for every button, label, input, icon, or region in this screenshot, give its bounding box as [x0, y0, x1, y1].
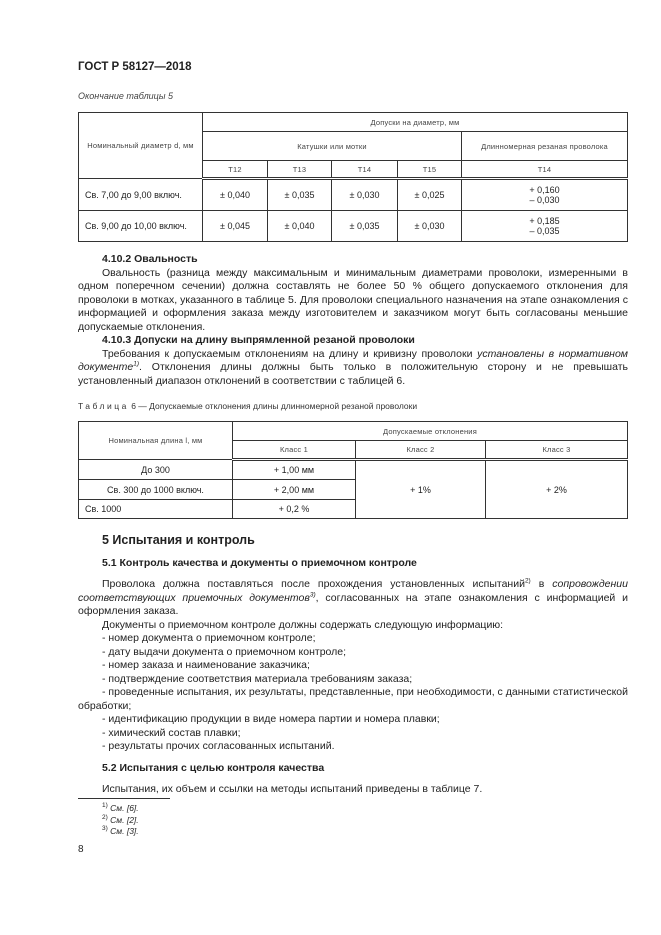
- cell: ± 0,035: [332, 211, 398, 242]
- list-item: - идентификацию продукции в виде номера партии и номера плавки;: [102, 713, 440, 725]
- table-5: [78, 112, 628, 242]
- footnote-ref[interactable]: 3): [309, 591, 316, 598]
- text: в: [530, 578, 553, 590]
- footnote-divider: [78, 798, 170, 799]
- heading-4-10-2: 4.10.2 Овальность: [102, 253, 198, 265]
- cell: ± 0,025: [398, 179, 462, 211]
- italic-text: сопровождении соответствующих приемочных документов: [78, 578, 628, 604]
- list-item: - номер заказа и наименование заказчика;: [102, 659, 310, 671]
- row-label: Св. 9,00 до 10,00 включ.: [79, 211, 203, 242]
- footnote: [102, 826, 139, 836]
- footnote-text: См. [3].: [110, 826, 139, 836]
- cell: ± 0,040: [268, 211, 332, 242]
- italic-text: установлены в нормативном документе: [78, 347, 629, 373]
- group-header: Допускаемые отклонения: [233, 422, 628, 441]
- heading-5-2: 5.2 Испытания с целью контроля качества: [102, 761, 325, 774]
- cell-class2: + 1%: [356, 460, 486, 519]
- table-6: [78, 421, 628, 519]
- cell: ± 0,030: [398, 211, 462, 242]
- list-item: - подтверждение соответствия материала требованиям заказа;: [102, 672, 413, 685]
- heading-5-1: 5.1 Контроль качества и документы о приемочном контроле: [102, 556, 417, 569]
- heading-4-10-3: 4.10.3 Допуски на длину выпрямленной резаной проволоки: [102, 334, 415, 346]
- table5-caption: Окончание таблицы 5: [78, 91, 173, 101]
- cell: ± 0,030: [332, 179, 398, 211]
- document-header: ГОСТ Р 58127—2018: [78, 61, 192, 73]
- list-item: - дату выдачи документа о приемочном контроле;: [102, 645, 347, 658]
- cell: + 2,00 мм: [233, 480, 356, 500]
- row-label: Св. 1000: [79, 500, 233, 519]
- footnote: [102, 815, 139, 825]
- footnote-mark: 1): [102, 802, 108, 810]
- table6-caption: [78, 401, 417, 411]
- class-header: Т12: [203, 161, 268, 179]
- heading-5: 5 Испытания и контроль: [102, 533, 255, 547]
- cell: ± 0,045: [203, 211, 268, 242]
- cut-minus: – 0,030: [529, 195, 560, 205]
- table-row: [79, 460, 628, 480]
- cell-cut: [462, 211, 628, 242]
- text: Проволока должна поставляться после прохождения установленных испытаний: [102, 578, 525, 590]
- caption-label: Таблица: [78, 401, 129, 411]
- footnote-text: См. [2].: [110, 815, 139, 825]
- cut-minus: – 0,035: [529, 226, 560, 236]
- row-label: До 300: [79, 460, 233, 480]
- footnote-text: См. [6].: [110, 803, 139, 813]
- col-nominal-length: Номинальная длина l, мм: [79, 422, 233, 460]
- row-label: Св. 300 до 1000 включ.: [79, 480, 233, 500]
- class-header: Класс 3: [486, 441, 628, 460]
- cell-class3: + 2%: [486, 460, 628, 519]
- sub-coils: Катушки или мотки: [203, 132, 462, 161]
- cell: + 1,00 мм: [233, 460, 356, 480]
- class-header: Т15: [398, 161, 462, 179]
- paragraph-ovality: Овальность (разница между максимальным и минимальным диаметрами проволоки, измеренными в одном поперечном сечении) должна составлять не более 50 % общего допускаемого отклонения для проволоки в мотках, указанного в таблице 5. Для проволоки специального назначения на этапе ознакомления с информацией и оформления заказа между изготовителем и заказчиком могут быть согласованы меньшие допускаемые отклонения.: [78, 266, 628, 333]
- caption-text: 6 — Допускаемые отклонения длины длинномерной резаной проволоки: [128, 401, 418, 411]
- table-row: [79, 179, 628, 211]
- section-5: [78, 534, 628, 797]
- paragraph-delivery: [78, 578, 628, 619]
- paragraph-documents: Документы о приемочном контроле должны содержать следующую информацию:: [102, 618, 504, 631]
- footnote-ref[interactable]: 1): [133, 360, 140, 368]
- footnote-mark: 2): [102, 814, 108, 822]
- cut-plus: + 0,160: [529, 185, 560, 195]
- text: Требования к допускаемым отклонениям на длину и кривизну проволоки: [102, 347, 478, 360]
- footnote: [102, 803, 139, 813]
- paragraph-tests: Испытания, их объем и ссылки на методы испытаний приведены в таблице 7.: [102, 783, 483, 795]
- cell: ± 0,040: [203, 179, 268, 211]
- cell: + 0,2 %: [233, 500, 356, 519]
- text: . Отклонения длины должны быть только в положительную сторону и не превышать установленный диапазон отклонений в соответствии с таблицей 6.: [78, 361, 628, 387]
- list-item: - номер документа о приемочном контроле;: [102, 632, 316, 644]
- page-number: 8: [78, 844, 84, 855]
- class-header: Т14: [462, 161, 628, 179]
- list-item: - результаты прочих согласованных испытаний.: [102, 740, 335, 752]
- paragraph-length: [78, 348, 628, 389]
- cell: ± 0,035: [268, 179, 332, 211]
- class-header: Класс 1: [233, 441, 356, 460]
- col-nominal-diameter: Номинальный диаметр d, мм: [79, 113, 203, 179]
- list-item: - проведенные испытания, их результаты, представленные, при необходимости, с данными статистической обработки;: [78, 686, 628, 712]
- sub-cut: Длинномерная резаная проволока: [462, 132, 628, 161]
- class-header: Т13: [268, 161, 332, 179]
- text: , согласованных на этапе ознакомления с информацией и оформления заказа.: [78, 591, 628, 617]
- list-item: - химический состав плавки;: [102, 726, 241, 739]
- row-label: Св. 7,00 до 9,00 включ.: [79, 179, 203, 211]
- cell-cut: [462, 179, 628, 211]
- class-header: Т14: [332, 161, 398, 179]
- group-header: Допуски на диаметр, мм: [203, 113, 628, 132]
- footnote-mark: 3): [102, 825, 108, 833]
- table-row: [79, 211, 628, 242]
- footnote-ref[interactable]: 2): [524, 577, 531, 585]
- class-header: Класс 2: [356, 441, 486, 460]
- cut-plus: + 0,185: [529, 216, 560, 226]
- section-4-10: [78, 253, 628, 388]
